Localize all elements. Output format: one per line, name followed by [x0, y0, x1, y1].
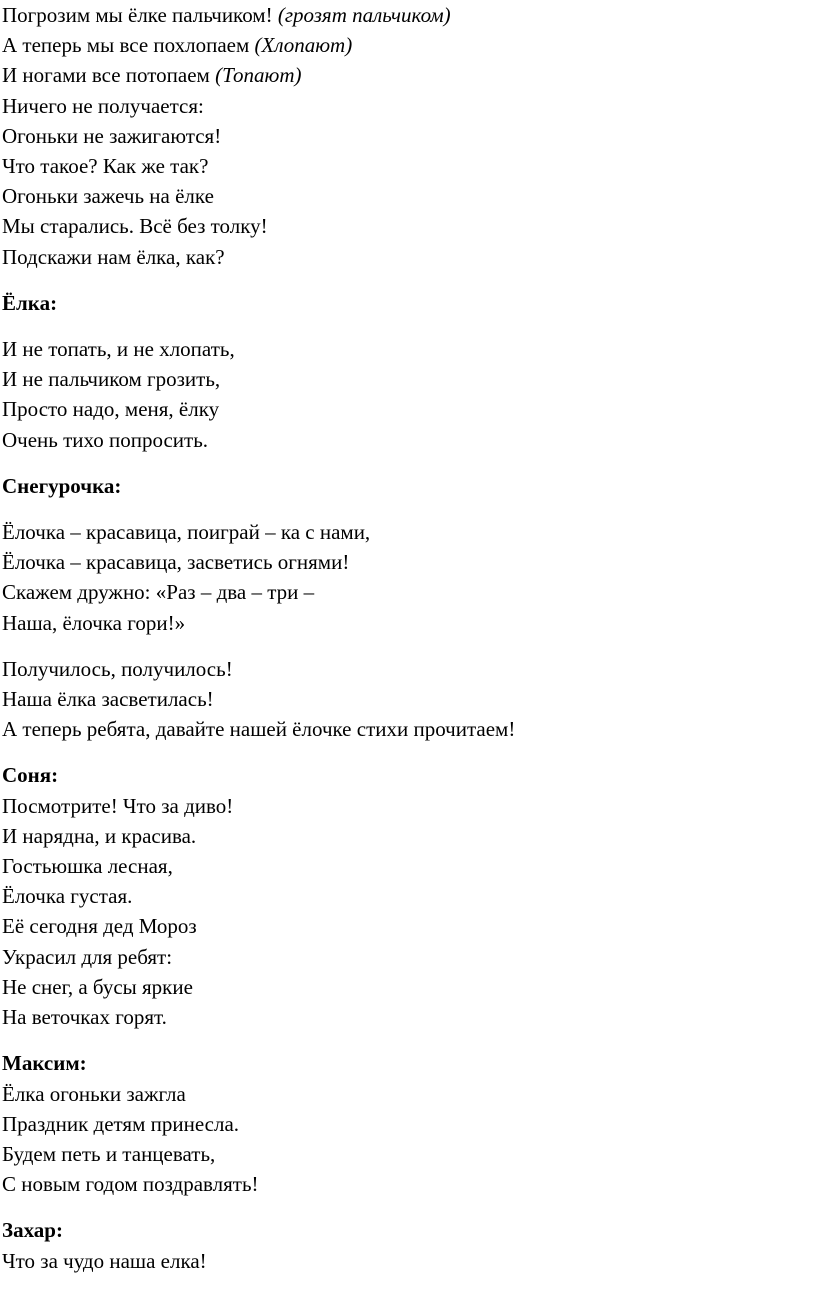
- verse-line: И не пальчиком грозить,: [2, 367, 221, 392]
- verse-line: Погрозим мы ёлке пальчиком! (грозят пальчиком): [2, 3, 451, 27]
- verse-line: Мы старались. Всё без толку!: [2, 214, 268, 239]
- verse-line: Посмотрите! Что за диво!: [2, 793, 234, 818]
- verse-line: Наша ёлка засветилась!: [2, 687, 214, 712]
- verse-line: Огоньки зажечь на ёлке: [2, 184, 214, 209]
- verse-line: Не снег, а бусы яркие: [2, 974, 193, 999]
- zakhar-stanza: [2, 1246, 816, 1276]
- intro-stanza: [2, 0, 816, 272]
- verse-line: Ёлочка густая.: [2, 884, 133, 909]
- verse-line: Её сегодня дед Мороз: [2, 914, 197, 939]
- elka-stanza: [2, 334, 816, 455]
- verse-line: Скажем дружно: «Раз – два – три –: [2, 580, 315, 605]
- verse-line: Получилось, получилось!: [2, 656, 233, 681]
- verse-line: И нарядна, и красива.: [2, 823, 197, 848]
- speaker-elka: Ёлка:: [2, 290, 58, 315]
- spacer: [2, 318, 816, 334]
- spacer: [2, 1199, 816, 1215]
- verse-line: Наша, ёлочка гори!»: [2, 610, 186, 635]
- spacer: [2, 744, 816, 760]
- spacer: [2, 1032, 816, 1048]
- verse-line: Ничего не получается:: [2, 93, 204, 118]
- snegurochka-stanza-2: [2, 654, 816, 745]
- verse-line: Просто надо, меня, ёлку: [2, 397, 220, 422]
- verse-line: Будем петь и танцевать,: [2, 1141, 216, 1166]
- verse-line: На веточках горят.: [2, 1005, 167, 1030]
- spacer: [2, 638, 816, 654]
- verse-line: Подскажи нам ёлка, как?: [2, 244, 225, 269]
- verse-line: А теперь ребята, давайте нашей ёлочке стихи прочитаем!: [2, 717, 516, 742]
- verse-line: Ёлочка – красавица, засветись огнями!: [2, 550, 350, 575]
- stage-direction: (грозят пальчиком): [277, 3, 451, 27]
- sonya-stanza: [2, 791, 816, 1033]
- verse-line: Что такое? Как же так?: [2, 154, 209, 179]
- verse-line: С новым годом поздравлять!: [2, 1172, 259, 1197]
- verse-line: Украсил для ребят:: [2, 944, 173, 969]
- verse-line: А теперь мы все похлопаем (Хлопают): [2, 33, 353, 58]
- speaker-maksim: Максим:: [2, 1051, 87, 1076]
- stage-direction: (Топают): [215, 63, 302, 88]
- verse-line: Что за чудо наша елка!: [2, 1248, 207, 1273]
- speaker-snegurochka: Снегурочка:: [2, 473, 122, 498]
- snegurochka-stanza-1: [2, 517, 816, 638]
- verse-line: Праздник детям принесла.: [2, 1111, 240, 1136]
- spacer: [2, 272, 816, 288]
- speaker-zakhar: Захар:: [2, 1218, 63, 1243]
- spacer: [2, 501, 816, 517]
- verse-line: И ногами все потопаем (Топают): [2, 63, 302, 88]
- verse-line: И не топать, и не хлопать,: [2, 337, 235, 362]
- verse-line: Ёлочка – красавица, поиграй – ка с нами,: [2, 520, 371, 545]
- stage-direction: (Хлопают): [254, 33, 353, 58]
- maksim-stanza: [2, 1079, 816, 1200]
- verse-line: Огоньки не зажигаются!: [2, 123, 222, 148]
- spacer: [2, 455, 816, 471]
- verse-line: Очень тихо попросить.: [2, 427, 209, 452]
- verse-line: Гостьюшка лесная,: [2, 854, 173, 879]
- verse-line: Ёлка огоньки зажгла: [2, 1081, 186, 1106]
- speaker-sonya: Соня:: [2, 763, 59, 788]
